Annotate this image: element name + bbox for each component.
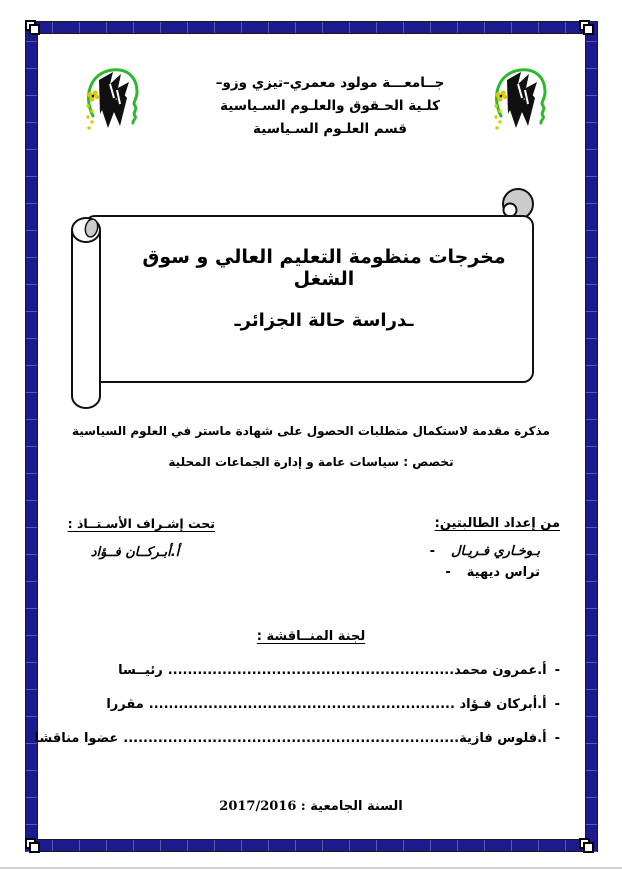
committee-member-row	[40, 663, 582, 678]
member-name: أ.فلوس فازية	[459, 731, 547, 746]
specialty-line: تخصص : سياسات عامة و إدارة الجماعات المحلية	[168, 455, 454, 469]
supervisor-section	[55, 516, 215, 560]
student-name: بـوخـاري فـريـال	[451, 544, 540, 559]
supervisor-heading: تحت إشـراف الأسـتــاذ :	[67, 516, 215, 531]
students-section	[290, 516, 560, 585]
member-name: أ.عمرون محمد	[454, 663, 547, 678]
scroll-shape	[70, 186, 542, 412]
thesis-description	[55, 423, 567, 470]
dash-bullet: -	[554, 697, 560, 712]
border-corner-ornament	[579, 20, 594, 35]
member-name: أ.أبركان فـؤاد	[454, 697, 547, 712]
dash-bullet: -	[445, 565, 451, 580]
committee-member-row	[40, 697, 582, 712]
title-scroll-banner	[70, 186, 542, 412]
committee-member-row	[34, 731, 582, 746]
student-item	[290, 564, 540, 581]
dotted-leader: ....................................................................	[123, 731, 460, 746]
border-corner-ornament	[25, 20, 40, 35]
page-bottom-edge	[0, 867, 622, 869]
committee-list	[34, 663, 582, 746]
border-band-bottom	[25, 839, 598, 852]
member-role: مقررا	[106, 697, 144, 712]
student-name: تراس ديهية	[466, 565, 540, 580]
university-name: جــامعـــة مولود معمري–تيزي وزو–	[215, 75, 445, 91]
member-role: رئيــسا	[118, 663, 163, 678]
dash-bullet: -	[429, 544, 436, 559]
university-header	[150, 72, 510, 141]
committee-section	[34, 629, 582, 746]
description-line: مذكرة مقدمة لاستكمال متطلبات الحصول على شهادة ماستر في العلوم السياسية	[72, 424, 550, 438]
dotted-leader: ..........................................................	[167, 663, 455, 678]
thesis-subtitle: ـدراسة حالة الجزائرـ	[234, 310, 414, 331]
dash-bullet: -	[554, 663, 560, 678]
member-role: عضوا مناقشا	[34, 731, 119, 746]
thesis-title: مخرجات منظومة التعليم العالي و سوق الشغل	[142, 246, 506, 290]
academic-year: السنة الجامعية : 2017/2016	[219, 799, 403, 814]
border-corner-ornament	[25, 838, 40, 853]
department-name: قسم العلـوم السـياسية	[253, 121, 407, 137]
students-list	[290, 543, 540, 581]
dotted-leader: ..............................................................	[148, 697, 455, 712]
border-corner-ornament	[579, 838, 594, 853]
committee-heading: لجنة المنــاقشة :	[256, 629, 366, 644]
supervisor-name: أ.أبـركــان فــؤاد	[90, 545, 180, 560]
university-logo-icon	[80, 64, 146, 136]
border-band-right	[585, 21, 598, 852]
student-item	[290, 543, 540, 560]
border-band-left	[25, 21, 38, 852]
students-heading: من إعداد الطالبتين:	[434, 516, 560, 531]
faculty-name: كلـية الحـقوق والعلـوم السـياسية	[220, 98, 440, 114]
dash-bullet: -	[554, 731, 560, 746]
border-band-top	[25, 21, 598, 34]
